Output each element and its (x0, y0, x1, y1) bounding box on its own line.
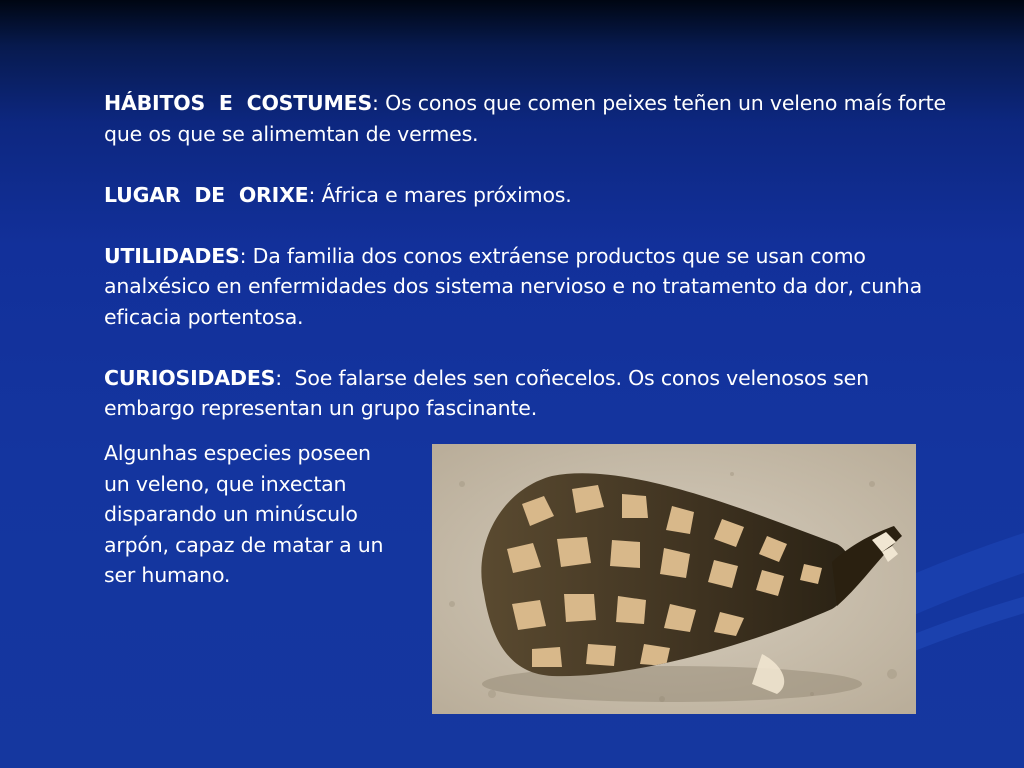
cone-snail-photo (432, 444, 916, 714)
section-heading: CURIOSIDADES (104, 365, 276, 390)
section-separator: : (372, 91, 386, 115)
section-separator: : (239, 243, 253, 268)
section-separator: : (308, 182, 322, 207)
section-heading: LUGAR DE ORIXE (104, 182, 309, 207)
curiosity-detail-text: Algunhas especies poseen un veleno, que inxectan disparando un minúsculo arpón, capaz de matar a un ser humano. (104, 441, 384, 587)
section-body: Da familia dos conos extráense productos que se usan como analxésico en enfermidades dos sistema nervioso e no tratamento da dor, cunha eficacia portentosa. (104, 243, 922, 329)
section-heading: HÁBITOS E COSTUMES (104, 91, 373, 115)
section-body: Soe falarse deles sen coñecelos. Os conos velenosos sen embargo representan un grupo fascinante. (104, 365, 869, 420)
section-heading: UTILIDADES (104, 243, 240, 268)
section-utilidades (104, 241, 964, 333)
section-habitos (104, 88, 964, 149)
section-separator: : (275, 365, 295, 390)
section-body: Os conos que comen peixes teñen un veleno maís forte que os que se alimemtan de vermes. (104, 91, 946, 146)
slide-text (104, 88, 964, 454)
section-body: África e mares próximos. (321, 182, 572, 207)
section-lugar (104, 180, 964, 211)
section-curiosidades (104, 363, 964, 424)
